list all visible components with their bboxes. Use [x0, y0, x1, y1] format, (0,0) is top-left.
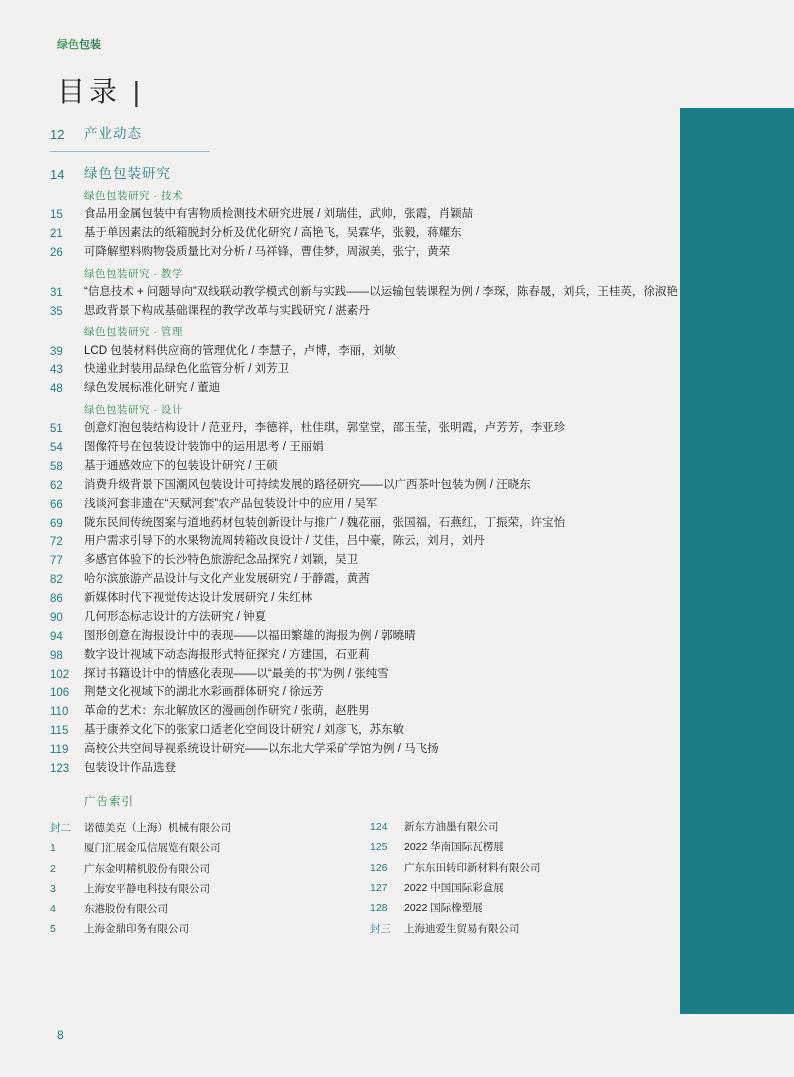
- toc-entry[interactable]: [50, 609, 690, 628]
- ad-company: 诺德美克（上海）机械有限公司: [84, 822, 231, 835]
- toc-entry[interactable]: [50, 477, 690, 496]
- ad-company: 厦门汇展金瓜信展览有限公司: [84, 842, 221, 855]
- ad-row[interactable]: [370, 817, 690, 837]
- toc-entry-page: 35: [50, 305, 63, 318]
- toc-entry-text: 陇东民间传统图案与道地药材包装创新设计与推广 / 魏花丽，张国福，石燕红，丁振荣，许宝怡: [84, 516, 566, 529]
- ad-page: 5: [50, 923, 56, 936]
- ad-row[interactable]: [370, 897, 690, 917]
- toc-entry[interactable]: [50, 206, 690, 225]
- toc-entry-text: “信息技术 + 问题导向”双线联动教学模式创新与实践——以运输包装课程为例 / 李琛，陈春晟，刘兵，王桂英，徐淑艳: [84, 285, 678, 298]
- ad-company: 上海金鼎印务有限公司: [84, 923, 189, 936]
- toc-entry-text: 食品用金属包装中有害物质检测技术研究进展 / 刘瑞佳，武帅，张霞，肖颖喆: [84, 208, 474, 221]
- toc-entry[interactable]: [50, 533, 690, 552]
- toc-section-page: 14: [50, 167, 65, 182]
- ad-column-right: [370, 817, 690, 939]
- ad-row[interactable]: [370, 857, 690, 877]
- toc-section-heading[interactable]: [50, 122, 690, 145]
- ad-row[interactable]: [50, 838, 370, 858]
- toc-entry-page: 106: [50, 687, 70, 700]
- toc-entry-text: 包装设计作品选登: [84, 761, 176, 774]
- toc-entry-page: 94: [50, 630, 63, 643]
- toc-entry-page: 43: [50, 364, 63, 377]
- toc-entry-page: 82: [50, 574, 63, 587]
- toc-entry[interactable]: [50, 458, 690, 477]
- toc-entry-page: 86: [50, 593, 63, 606]
- toc-entry-text: LCD 包装材料供应商的管理优化 / 李慧子，卢博，李丽，刘敏: [84, 344, 396, 357]
- ad-row[interactable]: [50, 858, 370, 878]
- toc-entry-page: 39: [50, 345, 63, 358]
- section-divider: [50, 151, 210, 152]
- page-number: 8: [57, 1028, 64, 1042]
- toc-section: [50, 122, 690, 152]
- toc-entry-page: 98: [50, 649, 63, 662]
- ad-row[interactable]: [50, 919, 370, 939]
- toc-entry-page: 77: [50, 555, 63, 568]
- toc-entry-page: 48: [50, 383, 63, 396]
- toc-entry-text: 哈尔滨旅游产品设计与文化产业发展研究 / 于静霞，黄茜: [84, 573, 370, 586]
- toc-entry-page: 58: [50, 460, 63, 473]
- toc-entry[interactable]: [50, 342, 690, 361]
- toc-entry-page: 26: [50, 246, 63, 259]
- toc-entry-text: 数字设计视域下动态海报形式特征探究 / 方建国，石亚莉: [84, 648, 370, 661]
- toc-entry-text: 图形创意在海报设计中的表现——以福田繁雄的海报为例 / 郭曉晴: [84, 629, 416, 642]
- toc-entry-text: 图像符号在包装设计装饰中的运用思考 / 王丽娟: [84, 441, 324, 454]
- ad-company: 东港股份有限公司: [84, 902, 168, 915]
- toc-entry[interactable]: [50, 496, 690, 515]
- toc-entry-text: 多感官体验下的长沙特色旅游纪念品探究 / 刘颖，吴卫: [84, 554, 359, 567]
- toc-entry-text: 探讨书籍设计中的情感化表现——以“最美的书”为例 / 张纯雪: [84, 667, 389, 680]
- ad-company: 2022 华南国际瓦楞展: [404, 841, 504, 854]
- toc-entry-page: 31: [50, 286, 63, 299]
- toc-entry[interactable]: [50, 665, 690, 684]
- toc-entry-text: 高校公共空间导视系统设计研究——以东北大学采矿学馆为例 / 马飞扬: [84, 743, 439, 756]
- toc-entry[interactable]: [50, 684, 690, 703]
- toc-entry-text: 几何形态标志设计的方法研究 / 钟夏: [84, 610, 267, 623]
- toc-entry[interactable]: [50, 722, 690, 741]
- ad-row[interactable]: [50, 898, 370, 918]
- toc-entry-text: 消费升级背景下国潮风包装设计可持续发展的路径研究——以广西茶叶包装为例 / 汪晓东: [84, 478, 531, 491]
- ad-page: 127: [370, 881, 388, 894]
- toc-entry[interactable]: [50, 514, 690, 533]
- toc-entry-page: 54: [50, 442, 63, 455]
- toc-subsection-label: 绿色包装研究 · 管理: [84, 326, 183, 339]
- toc-subsection-label: 绿色包装研究 · 教学: [84, 267, 183, 280]
- decorative-teal-band: [680, 108, 794, 1014]
- ad-page: 封二: [50, 822, 71, 835]
- ad-page: 3: [50, 882, 56, 895]
- toc-entry[interactable]: [50, 361, 690, 380]
- ad-row[interactable]: [50, 878, 370, 898]
- toc-section: [50, 162, 690, 779]
- logo-text-green: 绿色: [57, 39, 79, 51]
- toc-entry[interactable]: [50, 741, 690, 760]
- page-title-text: 目录: [57, 76, 122, 107]
- ad-page: 封三: [370, 923, 391, 936]
- toc-entry-text: 创意灯泡包装结构设计 / 范亚丹，李德祥，杜佳琪，郭堂堂，邵玉莹，张明霞，卢芳芳，李亚珍: [84, 422, 566, 435]
- ad-company: 2022 中国国际彩盒展: [404, 881, 504, 894]
- toc-entry-text: 荆楚文化视域下的湖北水彩画群体研究 / 徐远芳: [84, 686, 324, 699]
- ad-page: 124: [370, 821, 388, 834]
- toc-entry[interactable]: [50, 439, 690, 458]
- toc-entry[interactable]: [50, 420, 690, 439]
- toc-entry[interactable]: [50, 647, 690, 666]
- toc-entry-page: 15: [50, 209, 63, 222]
- toc-entry[interactable]: [50, 380, 690, 399]
- ad-company: 广东东田转印新材料有限公司: [404, 861, 541, 874]
- toc-entry[interactable]: [50, 628, 690, 647]
- ad-index: [50, 817, 690, 939]
- ad-page: 125: [370, 841, 388, 854]
- toc-entry-text: 绿色发展标准化研究 / 董迪: [84, 382, 221, 395]
- toc-entry-page: 119: [50, 744, 69, 757]
- toc-entry[interactable]: [50, 284, 690, 303]
- toc-entry[interactable]: [50, 590, 690, 609]
- toc-entry-page: 62: [50, 479, 63, 492]
- toc-entry-text: 用户需求引导下的水果物流周转箱改良设计 / 艾佳，吕中豪，陈云，刘月，刘丹: [84, 535, 485, 548]
- ad-row[interactable]: [370, 877, 690, 897]
- toc-entry[interactable]: [50, 244, 690, 263]
- toc-entry-page: 110: [50, 706, 69, 719]
- toc-entry[interactable]: [50, 225, 690, 244]
- toc-section-page: 12: [50, 127, 65, 142]
- toc-entry-text: 基于单因素法的纸箱脱封分析及优化研究 / 高艳飞，吴霖华，张毅，蒋耀东: [84, 227, 462, 240]
- page-title-bar: |: [132, 76, 145, 107]
- toc-entry-page: 115: [50, 725, 69, 738]
- toc-entry-text: 浅谈河套非遗在“天赋河套”农产品包装设计中的应用 / 吴军: [84, 497, 378, 510]
- toc-entry[interactable]: [50, 760, 690, 779]
- ad-page: 4: [50, 902, 56, 915]
- toc-entry-text: 可降解塑料购物袋质量比对分析 / 马祥锋，曹佳梦，周淑美，张宁，黄荣: [84, 245, 451, 258]
- toc-section-label: 产业动态: [84, 126, 142, 141]
- logo-text-dark: 包装: [79, 39, 101, 51]
- toc-entry[interactable]: [50, 703, 690, 722]
- toc-subsection-label: 绿色包装研究 · 设计: [84, 404, 183, 416]
- ad-row[interactable]: [50, 817, 370, 838]
- ad-page: 2: [50, 862, 56, 875]
- toc-entry-text: 快递业封装用品绿色化监管分析 / 刘芳卫: [84, 363, 290, 376]
- toc-entry-page: 51: [50, 423, 63, 436]
- toc-section-heading[interactable]: [50, 162, 690, 185]
- toc-subsection-label: 绿色包装研究 · 技术: [84, 190, 183, 202]
- toc-entry[interactable]: [50, 571, 690, 590]
- toc-entry[interactable]: [50, 552, 690, 571]
- ad-company: 广东金明精机股份有限公司: [84, 862, 210, 875]
- toc-entry-text: 革命的艺术：东北解放区的漫画创作研究 / 张萌，赵胜男: [84, 705, 370, 718]
- toc-entry-page: 69: [50, 517, 63, 530]
- ad-company: 新东方油墨有限公司: [404, 821, 499, 834]
- ad-index-title: 广告索引: [84, 795, 134, 808]
- table-of-contents: [50, 122, 690, 939]
- toc-entry-page: 21: [50, 228, 63, 241]
- toc-entry-page: 72: [50, 536, 63, 549]
- ad-page: 128: [370, 901, 388, 914]
- toc-entry-page: 123: [50, 762, 70, 775]
- toc-entry-page: 66: [50, 498, 63, 511]
- ad-company: 上海安平静电科技有限公司: [84, 882, 210, 895]
- ad-column-left: [50, 817, 370, 939]
- toc-entry[interactable]: [50, 303, 690, 322]
- page-title: [57, 70, 144, 110]
- toc-entry-page: 90: [50, 611, 63, 624]
- toc-entry-text: 基于通感效应下的包装设计研究 / 王硕: [84, 459, 278, 472]
- toc-entry-text: 新媒体时代下视觉传达设计发展研究 / 朱红林: [84, 592, 313, 605]
- magazine-logo: [57, 36, 101, 52]
- ad-row[interactable]: [370, 837, 690, 857]
- toc-entry-text: 思政背景下构成基础课程的教学改革与实践研究 / 湛素丹: [84, 304, 370, 317]
- toc-section-label: 绿色包装研究: [84, 166, 171, 181]
- ad-company: 上海迪爱生贸易有限公司: [404, 923, 520, 936]
- ad-page: 1: [50, 842, 56, 855]
- ad-page: 126: [370, 861, 388, 874]
- ad-row[interactable]: [370, 918, 690, 939]
- toc-entry-page: 102: [50, 668, 70, 681]
- ad-company: 2022 国际橡塑展: [404, 901, 483, 914]
- toc-entry-text: 基于康养文化下的张家口适老化空间设计研究 / 刘彦飞，苏东敏: [84, 724, 405, 737]
